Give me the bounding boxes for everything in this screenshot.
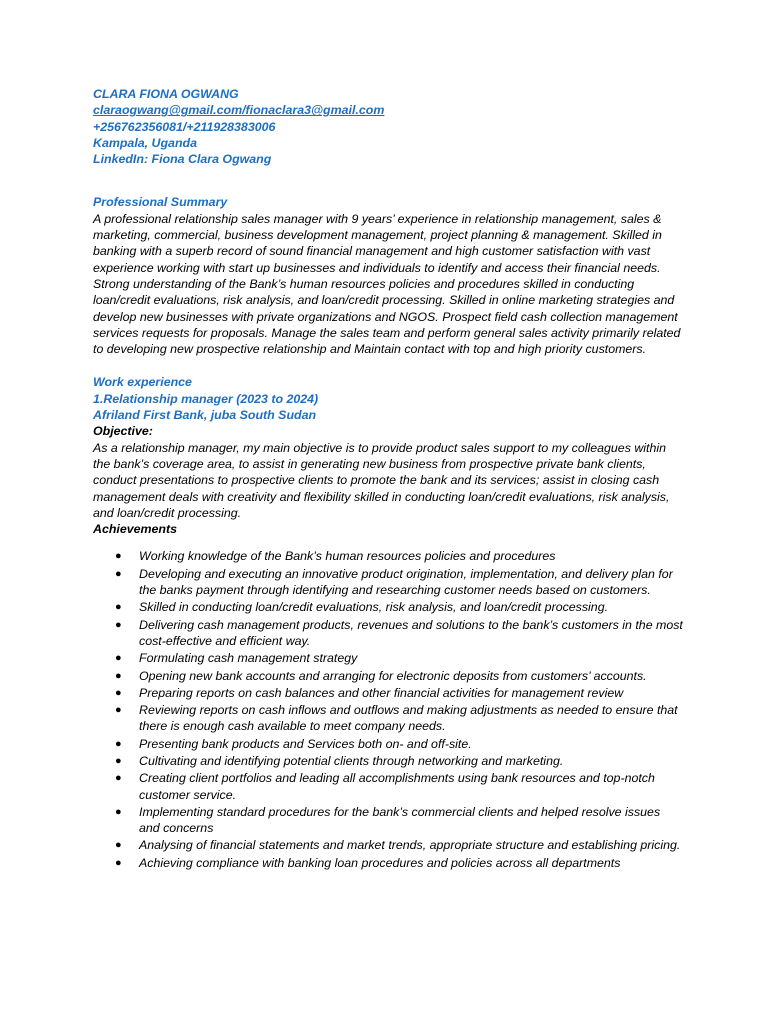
objective-label: Objective: xyxy=(93,424,153,439)
professional-summary-text: A professional relationship sales manager with 9 years’ experience in relationship management, sales & marketing, commercial, business development management, project planning & management. Skilled in banking with a superb record of sound financial management and high customer satisfaction with vast experience working with start up businesses and individuals to identify and access their financial needs. Strong understanding of the Bank’s human resources policies and procedures skilled in conducting loan/credit evaluations, risk analysis, and loan/credit processing. Skilled in online marketing strategies and develop new businesses with private organizations and NGOS. Prospect field cash collection management services requests for proposals. Manage the sales team and perform general sales activity primarily related to developing new prospective relationship and Maintain contact with top and high priority customers. xyxy=(93,211,681,357)
objective-text: As a relationship manager, my main objective is to provide product sales support to my colleagues within the bank’s coverage area, to assist in generating new business from prospective private bank clients, conduct presentations to prospective clients to promote the bank and its services; assist in closing cash management deals with creativity and flexibility skilled in conducting loan/credit evaluations, risk analysis, and loan/credit processing. xyxy=(93,440,670,520)
list-item xyxy=(93,668,683,684)
bullet-icon: ● xyxy=(115,856,122,869)
location: Kampala, Uganda xyxy=(93,135,197,150)
achievement-text: Formulating cash management strategy xyxy=(139,651,358,666)
list-item xyxy=(93,804,683,837)
achievement-text: Delivering cash management products, revenues and solutions to the bank’s customers in the most cost-effective and efficient way. xyxy=(139,617,683,648)
list-item xyxy=(93,855,683,871)
bullet-icon: ● xyxy=(115,550,122,563)
bullet-icon: ● xyxy=(115,772,122,785)
bullet-icon: ● xyxy=(115,567,122,580)
achievement-text: Working knowledge of the Bank’s human resources policies and procedures xyxy=(139,549,556,564)
achievements-list xyxy=(93,548,683,871)
email-link[interactable]: claraogwang@gmail.com/fionaclara3@gmail.com xyxy=(93,103,385,118)
list-item xyxy=(93,770,683,803)
list-item xyxy=(93,650,683,666)
achievement-text: Achieving compliance with banking loan procedures and policies across all departments xyxy=(139,855,621,870)
company-name: Afriland First Bank, juba South Sudan xyxy=(93,408,317,423)
bullet-icon: ● xyxy=(115,704,122,717)
achievement-text: Implementing standard procedures for the bank’s commercial clients and helped resolve issues and concerns xyxy=(139,804,661,836)
bullet-icon: ● xyxy=(115,618,122,631)
bullet-icon: ● xyxy=(115,839,122,852)
list-item xyxy=(93,837,683,853)
professional-summary-section xyxy=(93,194,683,357)
list-item xyxy=(93,566,683,599)
candidate-name: CLARA FIONA OGWANG xyxy=(93,87,239,101)
spacer xyxy=(93,167,683,194)
achievement-text: Creating client portfolios and leading all accomplishments using bank resources and top-notch customer service. xyxy=(139,771,655,802)
bullet-icon: ● xyxy=(115,669,122,682)
professional-summary-heading: Professional Summary xyxy=(93,195,228,210)
list-item xyxy=(93,685,683,701)
list-item xyxy=(93,599,683,615)
achievement-text: Presenting bank products and Services both on- and off-site. xyxy=(139,736,472,751)
bullet-icon: ● xyxy=(115,686,122,699)
list-item xyxy=(93,548,683,564)
achievement-text: Skilled in conducting loan/credit evaluations, risk analysis, and loan/credit processing. xyxy=(139,600,609,615)
achievements-label: Achievements xyxy=(93,522,178,537)
work-experience-section xyxy=(93,374,683,871)
achievement-text: Opening new bank accounts and arranging for electronic deposits from customers’ accounts. xyxy=(139,668,647,683)
bullet-icon: ● xyxy=(115,737,122,750)
bullet-icon: ● xyxy=(115,601,122,614)
achievement-text: Preparing reports on cash balances and other financial activities for management review xyxy=(139,685,624,700)
achievement-text: Cultivating and identifying potential clients through networking and marketing. xyxy=(139,753,564,768)
spacer xyxy=(93,357,683,374)
list-item xyxy=(93,617,683,650)
resume-page xyxy=(93,86,683,872)
achievement-text: Analysing of financial statements and market trends, appropriate structure and establishing pricing. xyxy=(139,838,681,853)
achievement-text: Developing and executing an innovative product origination, implementation, and delivery plan for the banks payment through identifying and researching customer needs based on customers. xyxy=(139,566,673,598)
bullet-icon: ● xyxy=(115,652,122,665)
list-item xyxy=(93,753,683,769)
linkedin-profile: LinkedIn: Fiona Clara Ogwang xyxy=(93,152,272,167)
work-experience-heading: Work experience xyxy=(93,375,192,390)
contact-block xyxy=(93,86,683,167)
job-title: 1.Relationship manager (2023 to 2024) xyxy=(93,391,319,406)
list-item xyxy=(93,702,683,735)
achievement-text: Reviewing reports on cash inflows and outflows and making adjustments as needed to ensure that there is enough cash available to meet company needs. xyxy=(139,703,678,734)
phone-numbers: +256762356081/+211928383006 xyxy=(93,119,276,134)
list-item xyxy=(93,736,683,752)
bullet-icon: ● xyxy=(115,754,122,767)
bullet-icon: ● xyxy=(115,805,122,818)
